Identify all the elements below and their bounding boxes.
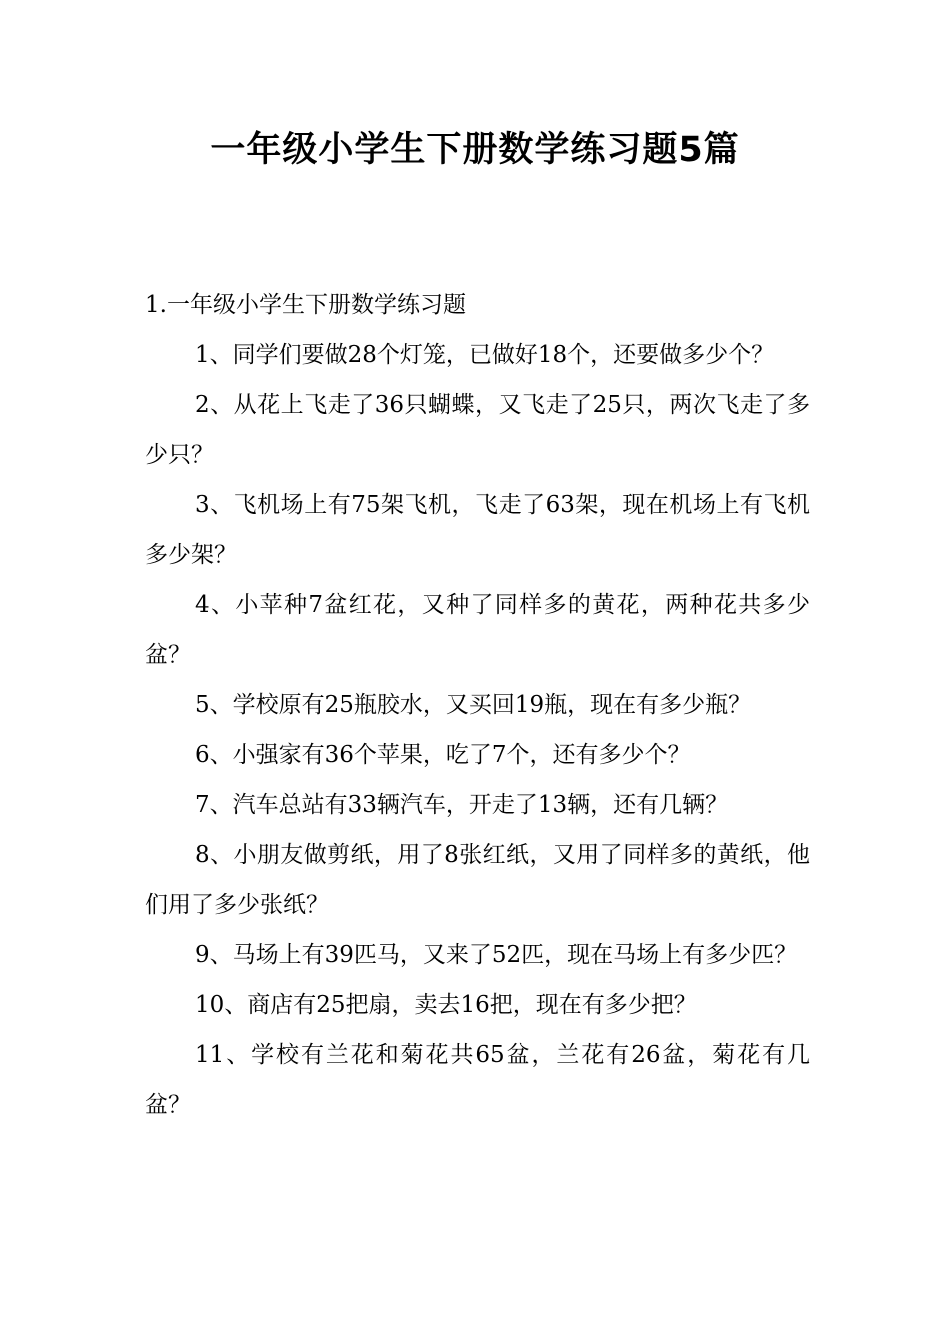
- question-7: 7、汽车总站有33辆汽车，开走了13辆，还有几辆？: [195, 792, 729, 818]
- question-11: 11、学校有兰花和菊花共65盆，兰花有26盆，菊花有几盆？: [145, 1042, 810, 1118]
- question-6: 6、小强家有36个苹果，吃了7个，还有多少个？: [195, 742, 691, 768]
- question-1: 1、同学们要做28个灯笼，已做好18个，还要做多少个？: [195, 342, 775, 368]
- question-3: 3、飞机场上有75架飞机，飞走了63架，现在机场上有飞机多少架？: [145, 492, 810, 568]
- question-5: 5、学校原有25瓶胶水，又买回19瓶，现在有多少瓶？: [195, 692, 752, 718]
- question-10: 10、商店有25把扇，卖去16把，现在有多少把？: [195, 992, 697, 1018]
- document-body: [145, 280, 810, 1130]
- document-title: 一年级小学生下册数学练习题5篇: [210, 130, 740, 170]
- question-9: 9、马场上有39匹马，又来了52匹，现在马场上有多少匹？: [195, 942, 798, 968]
- question-4: 4、小苹种7盆红花，又种了同样多的黄花，两种花共多少盆？: [145, 592, 810, 668]
- section-heading: 1.一年级小学生下册数学练习题: [145, 292, 466, 318]
- question-8: 8、小朋友做剪纸，用了8张红纸，又用了同样多的黄纸，他们用了多少张纸？: [145, 842, 810, 918]
- question-2: 2、从花上飞走了36只蝴蝶，又飞走了25只，两次飞走了多少只？: [145, 392, 810, 468]
